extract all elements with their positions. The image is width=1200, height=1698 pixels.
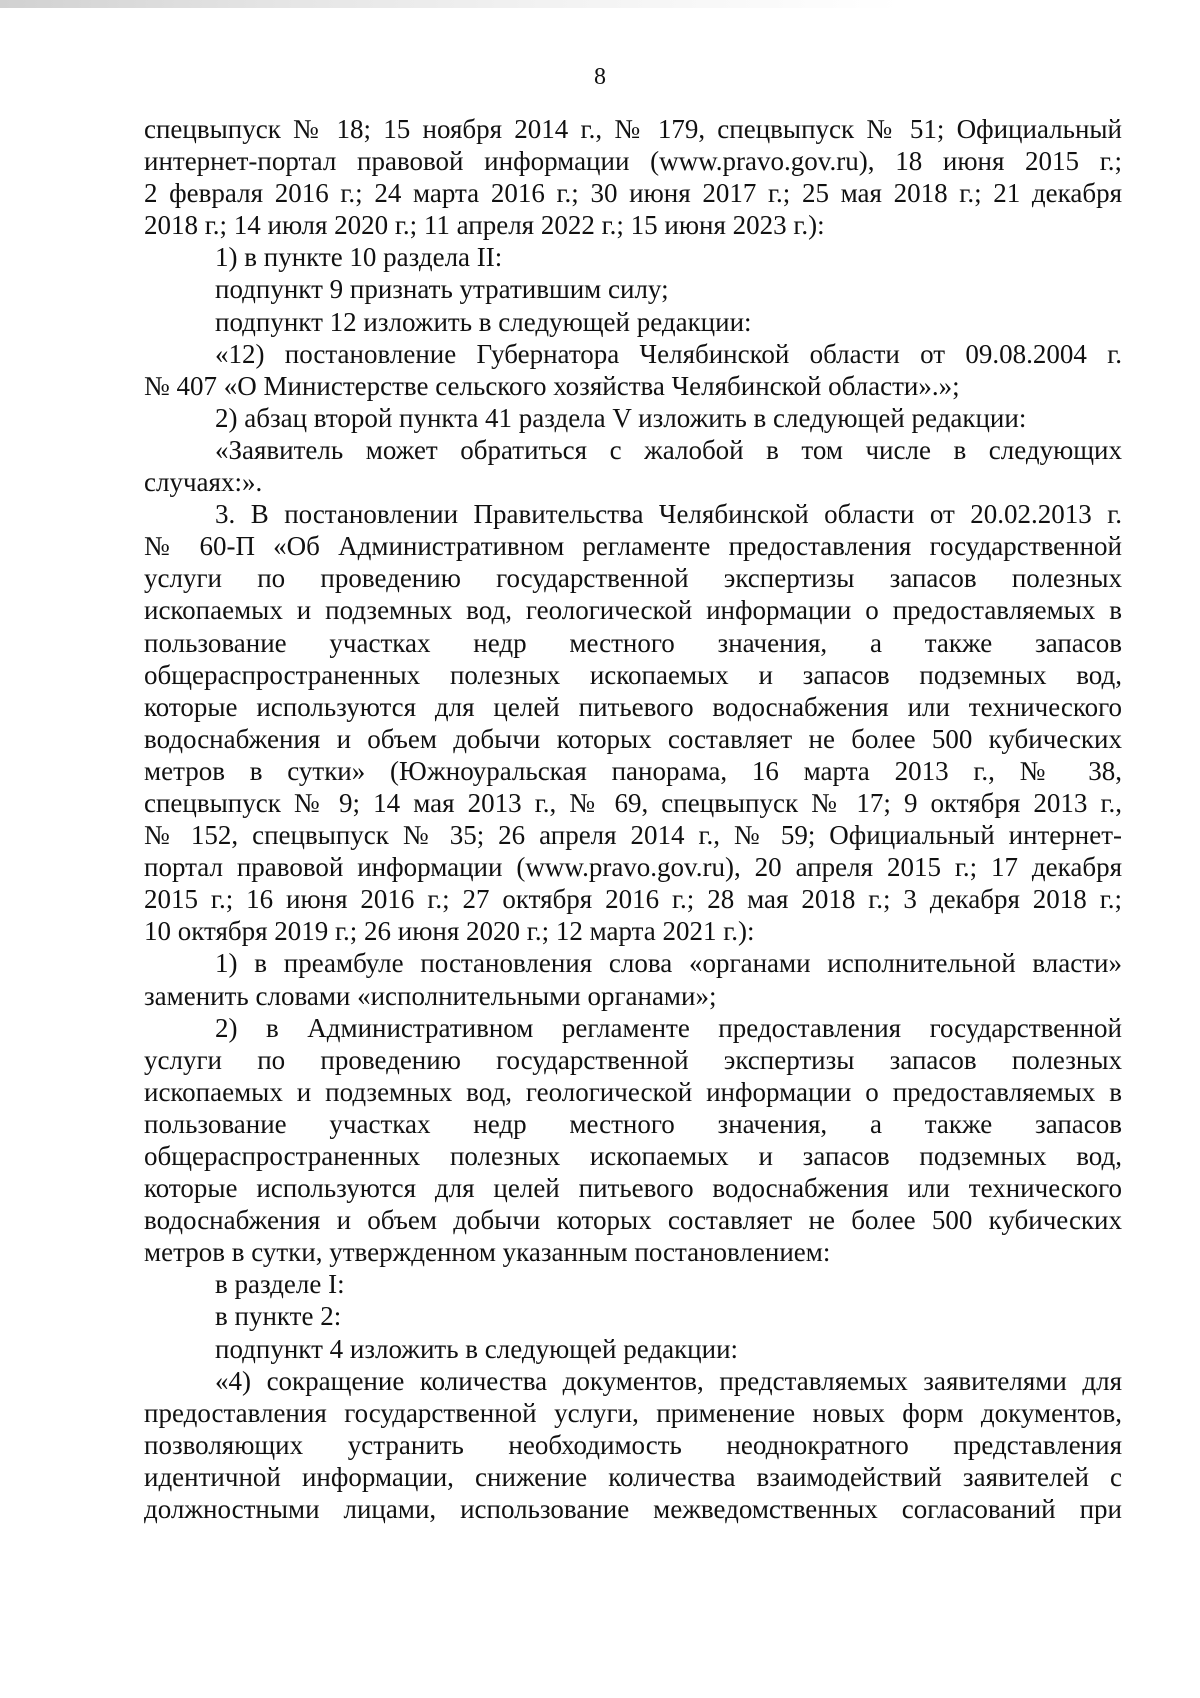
text-line: № 152, спецвыпуск № 35; 26 апреля 2014 г., № 59; Официальный интернет- xyxy=(144,820,1122,851)
text-line: метров в сутки, утвержденном указанным постановлением: xyxy=(144,1237,831,1268)
text-line: ископаемых и подземных вод, геологической информации о предоставляемых в xyxy=(144,1076,1122,1107)
text-line: которые используются для целей питьевого водоснабжения или технического xyxy=(144,691,1122,722)
text-line: метров в сутки» (Южноуральская панорама, 16 марта 2013 г., № 38, xyxy=(144,755,1122,786)
text-line: портал правовой информации (www.pravo.gov.ru), 20 апреля 2015 г.; 17 декабря xyxy=(144,852,1122,883)
text-line: случаях:». xyxy=(144,467,263,498)
text-line: 1) в пункте 10 раздела II: xyxy=(215,242,503,273)
text-line: подпункт 9 признать утратившим силу; xyxy=(215,274,669,305)
text-line: спецвыпуск № 9; 14 мая 2013 г., № 69, спецвыпуск № 17; 9 октября 2013 г., xyxy=(144,787,1122,818)
text-line: пользование участках недр местного значения, а также запасов xyxy=(144,1108,1122,1139)
text-line: № 60-П «Об Административном регламенте предоставления государственной xyxy=(144,531,1122,562)
text-line: 2 февраля 2016 г.; 24 марта 2016 г.; 30 июня 2017 г.; 25 мая 2018 г.; 21 декабря xyxy=(144,178,1122,209)
text-line: водоснабжения и объем добычи которых составляет не более 500 кубических xyxy=(144,723,1122,754)
text-line: пользование участках недр местного значения, а также запасов xyxy=(144,627,1122,658)
text-line: предоставления государственной услуги, применение новых форм документов, xyxy=(144,1397,1122,1428)
text-line: заменить словами «исполнительными органами»; xyxy=(144,980,717,1011)
text-line: 2) абзац второй пункта 41 раздела V изложить в следующей редакции: xyxy=(215,402,1027,433)
body-text xyxy=(144,113,1122,1525)
text-line: 2015 г.; 16 июня 2016 г.; 27 октября 2016 г.; 28 мая 2018 г.; 3 декабря 2018 г.; xyxy=(144,884,1122,915)
page-number: 8 xyxy=(594,64,606,90)
text-line: ископаемых и подземных вод, геологической информации о предоставляемых в xyxy=(144,595,1122,626)
text-line: № 407 «О Министерстве сельского хозяйства Челябинской области».»; xyxy=(144,370,960,401)
text-line: услуги по проведению государственной экспертизы запасов полезных xyxy=(144,563,1122,594)
text-line: должностными лицами, использование межведомственных согласований при xyxy=(144,1494,1122,1525)
text-line: 1) в преамбуле постановления слова «органами исполнительной власти» xyxy=(215,948,1122,979)
text-line: подпункт 4 изложить в следующей редакции: xyxy=(215,1333,739,1364)
text-line: в разделе I: xyxy=(215,1269,345,1300)
text-line: 10 октября 2019 г.; 26 июня 2020 г.; 12 марта 2021 г.): xyxy=(144,916,755,947)
text-line: «4) сокращение количества документов, представляемых заявителями для xyxy=(215,1365,1122,1396)
text-line: которые используются для целей питьевого водоснабжения или технического xyxy=(144,1173,1122,1204)
text-line: общераспространенных полезных ископаемых и запасов подземных вод, xyxy=(144,1141,1122,1171)
text-line: услуги по проведению государственной экспертизы запасов полезных xyxy=(144,1044,1122,1075)
text-line: интернет-портал правовой информации (www.pravo.gov.ru), 18 июня 2015 г.; xyxy=(144,146,1122,177)
text-line: 2018 г.; 14 июля 2020 г.; 11 апреля 2022 г.; 15 июня 2023 г.): xyxy=(144,210,825,241)
text-line: в пункте 2: xyxy=(215,1301,342,1332)
text-line: спецвыпуск № 18; 15 ноября 2014 г., № 179, спецвыпуск № 51; Официальный xyxy=(144,114,1122,144)
text-line: водоснабжения и объем добычи которых составляет не более 500 кубических xyxy=(144,1205,1122,1236)
text-line: позволяющих устранить необходимость неоднократного представления xyxy=(144,1429,1122,1460)
scan-edge-artifact xyxy=(0,0,900,8)
text-line: общераспространенных полезных ископаемых и запасов подземных вод, xyxy=(144,659,1122,690)
text-line: 2) в Административном регламенте предоставления государственной xyxy=(215,1012,1122,1043)
text-line: 3. В постановлении Правительства Челябинской области от 20.02.2013 г. xyxy=(215,499,1122,530)
text-line: подпункт 12 изложить в следующей редакции: xyxy=(215,306,752,337)
text-line: «Заявитель может обратиться с жалобой в том числе в следующих xyxy=(215,434,1122,465)
text-line: «12) постановление Губернатора Челябинской области от 09.08.2004 г. xyxy=(215,338,1122,369)
text-line: идентичной информации, снижение количества взаимодействий заявителей с xyxy=(144,1461,1122,1492)
